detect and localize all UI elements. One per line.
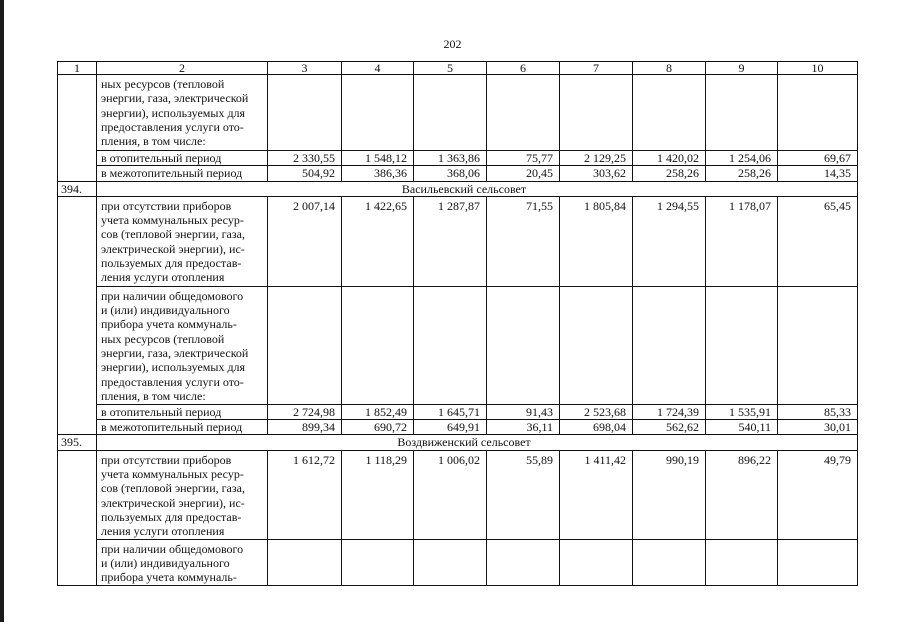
value-cell: 1 363,86 (414, 151, 487, 166)
value-cell-empty (560, 539, 633, 585)
row-label-line: пления, в том числе: (101, 134, 206, 149)
value-cell: 1 535,91 (706, 404, 778, 419)
row-label (97, 539, 268, 585)
value-cell-empty (778, 75, 858, 151)
row-label (97, 450, 268, 539)
row-label-line: электрической энергии), ис- (101, 495, 245, 510)
value-cell-empty (487, 539, 560, 585)
header-row (58, 62, 858, 75)
tariff-table (57, 61, 858, 586)
value-cell: 1 287,87 (414, 196, 487, 286)
value-cell-empty (268, 75, 342, 151)
table-row (58, 420, 858, 435)
row-label-line: пользуемых для предостав- (101, 256, 242, 271)
value-cell: 896,22 (706, 450, 778, 539)
column-header: 9 (706, 62, 778, 75)
value-cell-empty (560, 75, 633, 151)
value-cell: 690,72 (342, 420, 414, 435)
value-cell: 71,55 (487, 196, 560, 286)
value-cell: 504,92 (268, 166, 342, 181)
table-row (58, 166, 858, 181)
value-cell-empty (633, 75, 706, 151)
value-cell: 1 420,02 (633, 151, 706, 166)
row-label-line: при отсутствии приборов (101, 198, 232, 213)
value-cell: 368,06 (414, 166, 487, 181)
row-label-line: в межотопительный период (101, 166, 243, 181)
row-label-line: пления, в том числе: (101, 388, 206, 403)
value-cell-empty (487, 286, 560, 404)
value-cell-empty (268, 539, 342, 585)
table-row (58, 450, 858, 539)
row-number-cell (58, 450, 97, 585)
value-cell: 14,35 (778, 166, 858, 181)
value-cell: 36,11 (487, 420, 560, 435)
row-number-cell (58, 196, 97, 435)
value-cell-empty (778, 539, 858, 585)
row-label-line: в отопительный период (101, 404, 222, 419)
value-cell: 2 724,98 (268, 404, 342, 419)
section-number: 394. (58, 181, 97, 196)
column-header: 7 (560, 62, 633, 75)
row-label-line: прибора учета коммуналь- (101, 570, 237, 585)
row-label-line: при отсутствии приборов (101, 452, 232, 467)
value-cell-empty (414, 286, 487, 404)
value-cell: 562,62 (633, 420, 706, 435)
value-cell: 1 178,07 (706, 196, 778, 286)
value-cell-empty (633, 286, 706, 404)
value-cell: 2 007,14 (268, 196, 342, 286)
value-cell-empty (487, 75, 560, 151)
scan-edge-shadow (0, 0, 4, 622)
value-cell: 1 612,72 (268, 450, 342, 539)
row-number-cell (58, 75, 97, 182)
table-row (58, 196, 858, 286)
table-row (58, 75, 858, 151)
section-number: 395. (58, 435, 97, 450)
value-cell: 649,91 (414, 420, 487, 435)
value-cell: 1 645,71 (414, 404, 487, 419)
row-label (97, 420, 268, 435)
value-cell-empty (778, 286, 858, 404)
row-label-line: пользуемых для предостав- (101, 509, 242, 524)
section-title: Воздвиженский сельсовет (97, 435, 858, 450)
value-cell-empty (706, 75, 778, 151)
row-label (97, 286, 268, 404)
tariff-table-body (58, 62, 858, 586)
section-title: Васильевский сельсовет (97, 181, 858, 196)
value-cell: 258,26 (706, 166, 778, 181)
value-cell: 69,67 (778, 151, 858, 166)
value-cell: 1 254,06 (706, 151, 778, 166)
section-row (58, 435, 858, 450)
row-label-line: предоставления услуги ото- (101, 374, 244, 389)
row-label-line: энергии, газа, электрической (101, 91, 249, 106)
value-cell: 2 330,55 (268, 151, 342, 166)
row-label (97, 75, 268, 151)
row-label (97, 404, 268, 419)
value-cell: 1 006,02 (414, 450, 487, 539)
value-cell: 55,89 (487, 450, 560, 539)
row-label-line: учета коммунальных ресур- (101, 213, 244, 228)
value-cell-empty (560, 286, 633, 404)
value-cell: 899,34 (268, 420, 342, 435)
row-label-line: и (или) индивидуального (101, 556, 230, 571)
value-cell-empty (342, 286, 414, 404)
value-cell: 2 129,25 (560, 151, 633, 166)
table-row (58, 286, 858, 404)
row-label-line: в межотопительный период (101, 420, 243, 435)
row-label-line: ления услуги отопления (101, 524, 225, 539)
value-cell: 1 118,29 (342, 450, 414, 539)
row-label-line: ных ресурсов (тепловой (101, 77, 225, 91)
value-cell-empty (342, 75, 414, 151)
row-label-line: сов (тепловой энергии, газа, (101, 227, 245, 242)
value-cell: 1 422,65 (342, 196, 414, 286)
value-cell: 258,26 (633, 166, 706, 181)
value-cell-empty (414, 75, 487, 151)
value-cell: 386,36 (342, 166, 414, 181)
column-header: 1 (58, 62, 97, 75)
value-cell: 65,45 (778, 196, 858, 286)
value-cell-empty (414, 539, 487, 585)
section-row (58, 181, 858, 196)
value-cell: 1 294,55 (633, 196, 706, 286)
value-cell: 75,77 (487, 151, 560, 166)
column-header: 5 (414, 62, 487, 75)
value-cell: 698,04 (560, 420, 633, 435)
value-cell: 540,11 (706, 420, 778, 435)
value-cell: 91,43 (487, 404, 560, 419)
value-cell: 85,33 (778, 404, 858, 419)
value-cell: 20,45 (487, 166, 560, 181)
row-label-line: прибора учета коммуналь- (101, 317, 237, 332)
row-label-line: ных ресурсов (тепловой (101, 331, 225, 346)
row-label (97, 166, 268, 181)
row-label-line: учета коммунальных ресур- (101, 467, 244, 482)
row-label-line: энергии), используемых для (101, 360, 246, 375)
column-header: 6 (487, 62, 560, 75)
row-label (97, 196, 268, 286)
value-cell-empty (268, 286, 342, 404)
row-label-line: при наличии общедомового (101, 541, 244, 556)
value-cell-empty (342, 539, 414, 585)
value-cell-empty (706, 539, 778, 585)
column-header: 10 (778, 62, 858, 75)
column-header: 4 (342, 62, 414, 75)
column-header: 2 (97, 62, 268, 75)
column-header: 3 (268, 62, 342, 75)
row-label-line: сов (тепловой энергии, газа, (101, 481, 245, 496)
page-number: 202 (443, 37, 462, 51)
row-label (97, 151, 268, 166)
table-row (58, 539, 858, 585)
row-label-line: при наличии общедомового (101, 288, 244, 303)
value-cell: 1 548,12 (342, 151, 414, 166)
value-cell: 990,19 (633, 450, 706, 539)
table-row (58, 151, 858, 166)
value-cell: 2 523,68 (560, 404, 633, 419)
row-label-line: в отопительный период (101, 151, 222, 165)
value-cell: 49,79 (778, 450, 858, 539)
row-label-line: и (или) индивидуального (101, 303, 230, 318)
value-cell: 1 805,84 (560, 196, 633, 286)
row-label-line: предоставления услуги ото- (101, 119, 244, 134)
row-label-line: энергии), используемых для (101, 105, 246, 120)
row-label-line: электрической энергии), ис- (101, 241, 245, 256)
value-cell-empty (633, 539, 706, 585)
value-cell: 303,62 (560, 166, 633, 181)
value-cell: 1 411,42 (560, 450, 633, 539)
table-row (58, 404, 858, 419)
value-cell: 30,01 (778, 420, 858, 435)
value-cell: 1 852,49 (342, 404, 414, 419)
column-header: 8 (633, 62, 706, 75)
value-cell-empty (706, 286, 778, 404)
value-cell: 1 724,39 (633, 404, 706, 419)
row-label-line: ления услуги отопления (101, 270, 225, 285)
row-label-line: энергии, газа, электрической (101, 346, 249, 361)
